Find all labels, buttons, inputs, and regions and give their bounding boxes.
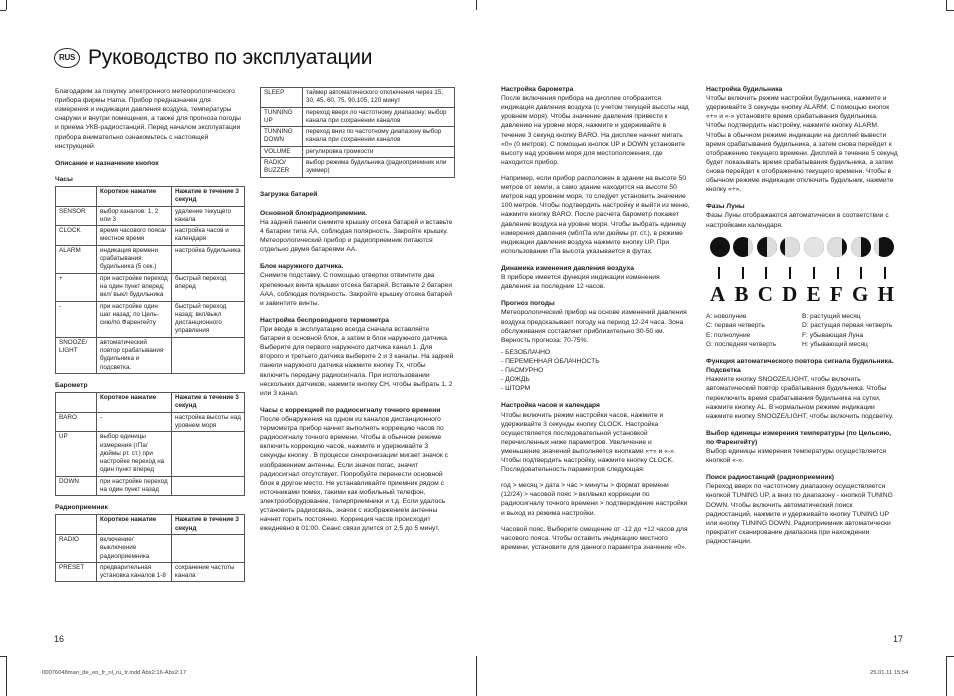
table-header-row <box>56 186 245 206</box>
paragraph: Фазы Луны отображаются автоматически в соответствии с настройками календаря. <box>706 212 889 229</box>
paragraph: Часовой пояс. Выберите смещение от -12 до +12 часов для часового пояса. Чтобы оставить индикацию местного времени, установите для данного параметра значение «0». <box>501 525 688 551</box>
paragraph: Чтобы включить режим настройки часов, нажмите и удерживайте 3 секунды кнопку CLOCK. Настройка осуществляется последовательной установкой перечисленных ниже параметров. Увеличение и уменьшение значений выполняется кнопками «+» и «-». Чтобы подтвердить настройку, нажмите кнопку CLOCK. Последовательность параметров следующая: <box>501 411 676 474</box>
table-header-cell: Короткое нажатие <box>97 393 172 413</box>
table-cell: SNOOZE/ LIGHT <box>56 337 97 373</box>
table-cell <box>172 337 245 373</box>
table-header-cell: Короткое нажатие <box>97 186 172 206</box>
table-cell: выбор каналов: 1, 2 или 3 <box>97 206 172 226</box>
forecast-item: - БЕЗОБЛАЧНО <box>501 348 691 357</box>
moon-phase-figure <box>706 237 898 309</box>
phase-marker <box>813 267 815 279</box>
table-cell: индикация времени срабатывания будильника (5 сек.) <box>97 245 172 273</box>
legend-item: F: убывающая Луна <box>802 331 864 339</box>
paragraph: Нажмите кнопку SNOOZE/LIGHT, чтобы включить автоматический повтор срабатывания будильника. Чтобы переключить время срабатывания будильника на сутки, нажмите кнопку AL. В нормальном режиме индикации нажмите кнопку SNOOZE/LIGHT, чтобы включить подсветку. <box>706 376 894 420</box>
table-row <box>261 127 455 147</box>
button-table <box>55 186 245 374</box>
table-cell: выбор единицы измерения (гПа/ дюймы рт. ст.) при настройке переход на один пункт вперед <box>97 432 172 476</box>
phase-marker <box>884 267 886 279</box>
table-cell: включение/выключение радиоприемника <box>97 535 172 563</box>
moon-letter-row <box>706 280 898 309</box>
table-cell: - <box>56 301 97 337</box>
moon-lit-part <box>851 237 861 257</box>
legend-item: H: убывающий месяц <box>802 340 868 348</box>
table-row <box>56 535 245 563</box>
legend-item: G: последняя четверть <box>706 340 777 348</box>
crop-mark <box>0 656 6 657</box>
table-cell: - <box>97 412 172 432</box>
column-3 <box>501 85 691 559</box>
legend-item: C: первая четверть <box>706 322 765 330</box>
table-cell: BARO <box>56 412 97 432</box>
moon-phase-icon <box>710 237 730 257</box>
paragraph: На задней панели снимите крышку отсека батарей и вставьте 4 батареи типа AA, соблюдая полярность. Закройте крышку. Метеорологический прибор и радиоприемник питаются отдельно двумя батареями AA. <box>260 218 453 254</box>
table-cell: предварительная установка каналов 1-8 <box>97 562 172 582</box>
moon-phase-icon <box>804 237 824 257</box>
table-cell: TUNNING UP <box>261 107 303 127</box>
crop-mark <box>0 10 6 11</box>
column-1 <box>55 87 245 586</box>
table-title: Барометр <box>55 381 88 389</box>
column-2 <box>260 87 455 540</box>
table-cell: RADIO <box>56 535 97 563</box>
table-header-cell <box>56 186 97 206</box>
table-cell <box>172 476 245 496</box>
phase-marker <box>718 267 720 279</box>
moon-letter: E <box>806 281 821 306</box>
forecast-item: - ПЕРЕМЕННАЯ ОБЛАЧНОСТЬ <box>501 357 691 366</box>
section-heading: Описание и назначение кнопок <box>55 159 159 167</box>
phase-marker <box>789 267 791 279</box>
table-row <box>56 337 245 373</box>
button-table <box>55 392 245 496</box>
section-heading: Настройка барометра <box>501 86 574 93</box>
table-cell: переход вниз по частотному диапазону выбор канала при сохранении каналов <box>303 127 455 147</box>
moon-letter: A <box>710 281 726 306</box>
table-cell: + <box>56 273 97 301</box>
table-row <box>56 432 245 476</box>
title-block <box>54 44 372 73</box>
table-cell: выбор режима будильника (радиоприемник или зуммер) <box>303 158 455 178</box>
moon-phase-icon <box>874 237 894 257</box>
crop-mark <box>476 656 477 696</box>
table-cell: CLOCK <box>56 226 97 246</box>
page-number-left: 16 <box>54 634 65 644</box>
radio-table-continued <box>260 87 455 178</box>
table-row <box>56 562 245 582</box>
paragraph: После включения прибора на дисплее отобразится индикация давления воздуха (с учетом текущей высоты над уровнем моря). Чтобы значение давления привести к давлению на уровне моря, нажмите и удерживайте в течение 3 секунд кнопку BARO. На дисплее начнет мигать «0» (0 метров). С помощью кнопок UP и DOWN установите высоту над уровнем моря для местоположения, где находится прибор. <box>501 95 689 166</box>
section-heading: Выбор единицы измерения температуры (по Цельсию, по Фаренгейту) <box>706 429 892 446</box>
table-cell: время часового пояса/ местное время <box>97 226 172 246</box>
table-cell: TUNNING DOWN <box>261 127 303 147</box>
paragraph: Например, если прибор расположен в здании на высоте 50 метров от земли, а само здание находится на высоте 50 метров над уровнем моря, то следует установить значение 100 метров. Чтобы подтвердить настройку и выйти из меню, нажмите кнопку BARO. После расчета барометр покажет давление воздуха на уровне моря. Чтобы выбрать единицу измерения давления (мб/гПа или дюймы рт. ст.), в режиме индикации давления воздуха нажмите кнопку UP. При использовании гПа высота указывается в футах. <box>501 174 690 255</box>
table-header-cell: Нажатие в течение 3 секунд <box>172 186 245 206</box>
table-cell: настройка часов и календаря <box>172 226 245 246</box>
moon-letter: H <box>877 281 894 306</box>
phase-marker <box>837 267 839 279</box>
moon-letter: D <box>782 281 798 306</box>
section-heading: Настройка беспроводного термометра <box>260 316 389 324</box>
section-heading: Основной блок/радиоприемник. <box>260 209 368 217</box>
phase-marker <box>742 267 744 279</box>
moon-lit-part <box>748 237 753 257</box>
moon-phase-icon <box>780 237 800 257</box>
table-cell: ALARM <box>56 245 97 273</box>
section-heading: Настройка будильника <box>706 86 783 93</box>
table-row <box>56 301 245 337</box>
language-badge: RUS <box>54 48 80 68</box>
table-cell: удаление текущего канала <box>172 206 245 226</box>
paragraph: Метеорологический прибор на основе изменений давления воздуха предсказывает погоду на период 12-24 часа. Зона обслуживания составляет приблизительно 30-50 км. Верность прогноза: 70-75%. <box>501 309 687 344</box>
table-row <box>261 158 455 178</box>
table-cell: при настройке один шаг назад; по Цель-сию/по Фаренгейту <box>97 301 172 337</box>
section-heading: Функция автоматического повтора сигнала будильника. Подсветка <box>706 358 894 375</box>
table-cell: быстрый переход назад; вкл/выкл дистанционного управления <box>172 301 245 337</box>
section-heading: Блок наружного датчика. <box>260 263 344 271</box>
page-title: Руководство по эксплуатации <box>88 46 373 69</box>
table-header-cell: Короткое нажатие <box>97 515 172 535</box>
moon-phase-icon <box>757 237 777 257</box>
forecast-list <box>501 348 691 394</box>
legend-item: A: новолуние <box>706 313 747 321</box>
table-row <box>261 88 455 108</box>
button-table <box>55 514 245 582</box>
moon-letter: F <box>829 281 843 306</box>
paragraph: год > месяц > дата > час > минуты > формат времени (12/24) > часовой пояс > вкл/выкл коррекции по радиосигналу точного времени > подтверждение настройки и выход из режима настройки. <box>501 482 688 517</box>
paragraph: Чтобы включить режим настройки будильника, нажмите и удерживайте 3 секунды кнопку ALARM. С помощью кнопок «+» и «-» установите время срабатывания будильника. Чтобы подтвердить настройку, нажмите кнопку ALARM. Чтобы в обычном режиме индикации на дисплей вывести время срабатывания будильника, а затем снова перейдет к отображению текущего времени. Дисплей в течение 5 секунд будет показывать время срабатывания будильника, а затем снова перейдет к отображению текущего времени. Чтобы в обычном режиме индикации отключить будильник, нажмите кнопку «+». <box>706 95 898 194</box>
moon-row <box>706 237 898 257</box>
moon-letter: C <box>757 281 773 306</box>
moon-lit-part <box>827 237 842 257</box>
crop-mark <box>6 0 7 10</box>
crop-mark <box>946 656 947 696</box>
table-cell: сохранение частоты канала <box>172 562 245 582</box>
legend-item: B: растущий месяц <box>802 313 861 321</box>
table-cell: SENSOR <box>56 206 97 226</box>
moon-legend <box>706 312 898 349</box>
crop-mark <box>946 10 954 11</box>
section-heading: Динамика изменения давления воздуха <box>501 264 634 272</box>
table-row <box>56 245 245 273</box>
table-cell: переход вверх по частотному диапазону; выбор канала при сохранении каналов <box>303 107 455 127</box>
forecast-item: - ДОЖДЬ <box>501 375 691 384</box>
table-cell: таймер автоматического отключения через 15, 30, 45, 60, 75, 90,105, 120 минут <box>303 88 455 108</box>
paragraph: После обнаружения на одном из каналов дистанционного термометра прибор начнет выполнять коррекцию часов по радиосигналу точного времени. Чтобы в обычном режиме включить коррекцию часов, нажмите и удерживайте 3 секунды кнопку . В процессе синхронизации мигает значок с изображением антенны. Если значок погас, значит радиосигнал отсутствует. Попробуйте перенести основной блок в другое место. Не устанавливайте приемник рядом с источниками помех, такими как мобильный телефон, электрооборудование, телерприемники и т.д. Если удалось установить радиосвязь, значок с изображением антенны начнет гореть постоянно. Коррекция часов происходит ежедневно в 01:00. Сеанс связи длится от 2,5 до 5 минут. <box>260 415 449 533</box>
crop-mark <box>946 656 954 657</box>
crop-mark <box>946 0 947 10</box>
section-heading: Загрузка батарей <box>260 190 318 198</box>
table-row <box>56 412 245 432</box>
crop-mark <box>476 0 477 10</box>
legend-item: D: растущая первая четверть <box>802 322 893 330</box>
section-heading: Поиск радиостанций (радиоприемник) <box>706 474 835 482</box>
table-cell: DOWN <box>56 476 97 496</box>
table-cell: RADIO/ BUZZER <box>261 158 303 178</box>
moon-phase-icon <box>827 237 847 257</box>
column-4 <box>706 85 898 553</box>
phase-marker <box>765 267 767 279</box>
table-cell <box>172 535 245 563</box>
table-cell: автоматический повтор срабатывания будильника и подсветка. <box>97 337 172 373</box>
section-heading: Часы с коррекцией по радиосигналу точного времени <box>260 406 441 414</box>
table-cell: быстрый переход вперед <box>172 273 245 301</box>
paragraph: Снимите подставку. С помощью отвертки отвинтите два крепежных винта крышки отсека батарей. Вставьте 2 батареи AAA, соблюдая полярность. Закройте крышку отсека батарей и завинтите винты. <box>260 272 453 307</box>
footer-file-info: 00076048man_de_en_fr_nl_ru_tr.indd Abs2:16-Abs2:17 <box>42 670 187 676</box>
paragraph: Выбор единицы измерения температуры осуществляется кнопкой «-». <box>706 448 887 465</box>
table-row <box>56 226 245 246</box>
phase-marker <box>860 267 862 279</box>
table-header-cell: Нажатие в течение 3 секунд <box>172 393 245 413</box>
section-heading: Прогноз погоды <box>501 300 555 308</box>
moon-letter: B <box>734 281 749 306</box>
moon-lit-part <box>874 237 879 257</box>
section-heading: Фазы Луны <box>706 203 745 211</box>
marker-row <box>706 267 898 279</box>
crop-mark <box>6 656 7 696</box>
table-cell: регулировка громкости <box>303 146 455 157</box>
table-cell: при настройке переход на один пункт вперед; вкл/ выкл будильника <box>97 273 172 301</box>
table-cell: UP <box>56 432 97 476</box>
moon-lit-part <box>785 237 800 257</box>
table-title: Радиоприемник <box>55 504 108 512</box>
table-cell: настройка высоты над уровнем моря <box>172 412 245 432</box>
paragraph: При вводе в эксплуатацию всегда сначала вставляйте батареи в основной блок, а затем в блок наружного датчика. Выберите для первого наружного датчика канал 1. Для второго и третьего датчика выберите 2 и 3 каналы. На задней панели наружного датчика нажмите кнопку Tx, чтобы включить передачу радиосигнала. При использовании нескольких датчиков, нажмите кнопку CH, чтобы выбрать 1, 2 или 3 канал. <box>260 325 454 397</box>
table-row <box>56 206 245 226</box>
section-heading: Настройка часов и календаря <box>501 402 600 410</box>
table-row <box>56 476 245 496</box>
table-header-cell <box>56 393 97 413</box>
table-header-row <box>56 393 245 413</box>
table-cell: при настройке переход на один пункт назад <box>97 476 172 496</box>
page-number-right: 17 <box>893 634 904 644</box>
button-tables <box>55 175 245 583</box>
forecast-item: - ПАСМУРНО <box>501 366 691 375</box>
table-header-cell <box>56 515 97 535</box>
table-row <box>261 146 455 157</box>
table-cell: PRESET <box>56 562 97 582</box>
table-cell: настройка будильника <box>172 245 245 273</box>
table-title: Часы <box>55 175 73 183</box>
intro-text: Благодарим за покупку электронного метеорологического прибора фирмы Hama. Прибор предназначен для измерения и индикации давления воздуха, температуры снаружи и внутри помещения, а также для прогноза погоды и приема УКВ-радиостанций. Перед началом эксплуатации прибора внимательно ознакомьтесь с настоящей инструкцией. <box>55 88 241 150</box>
table-row <box>261 107 455 127</box>
moon-letter: G <box>851 281 869 306</box>
forecast-item: - ШТОРМ <box>501 384 691 393</box>
moon-lit-part <box>767 237 777 257</box>
table-cell: SLEEP <box>261 88 303 108</box>
table-cell: VOLUME <box>261 146 303 157</box>
table-cell <box>172 432 245 476</box>
moon-lit-part <box>804 237 824 257</box>
footer-date: 25.01.11 15:54 <box>870 670 909 676</box>
table-header-row <box>56 515 245 535</box>
legend-item: E: полнолуние <box>706 331 751 339</box>
moon-phase-icon <box>733 237 753 257</box>
paragraph: Переход вверх по частотному диапазону осуществляется кнопкой TUNING UP, а вниз по диапазону - кнопкой TUNING DOWN. Чтобы включить автоматический поиск радиостанций, нажмите и удерживайте кнопку TUNING UP или кнопку TUNING DOWN. Радиоприемник автоматически прекратит сканирование диапазона при нахождении радиостанции. <box>706 483 893 546</box>
table-row <box>56 273 245 301</box>
moon-phase-icon <box>851 237 871 257</box>
table-header-cell: Нажатие в течение 3 секунд <box>172 515 245 535</box>
paragraph: В приборе имеется функция индикации изменения давления за последние 12 часов. <box>501 274 660 291</box>
